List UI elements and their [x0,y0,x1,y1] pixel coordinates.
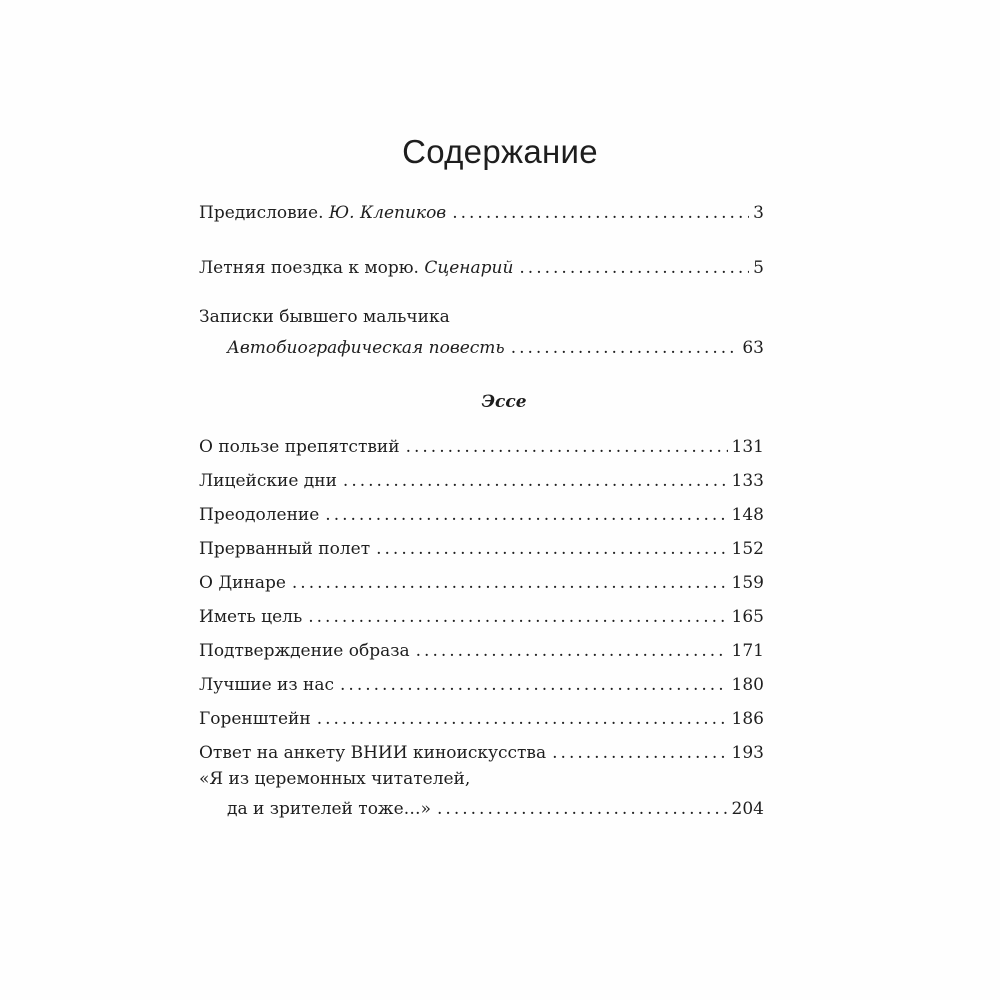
toc-entry-page: 5 [753,258,764,278]
toc-entry-label: Ответ на анкету ВНИИ киноискусства [199,743,547,763]
toc-entry-page: 3 [753,203,764,223]
toc-entry-last-line1: «Я из церемонных читателей, [199,769,471,789]
toc-entry [199,498,764,532]
toc-entry-label-italic: Сценарий [424,258,514,278]
toc-entry-label: Иметь цель [199,607,303,627]
dot-leader [511,332,739,364]
toc-entry-label-text: Летняя поездка к морю. [199,258,425,278]
dot-leader [452,196,749,230]
section-heading: Эссе [481,392,527,412]
toc-entry-label: О Динаре [199,573,286,593]
toc-entry-page: 63 [742,338,764,358]
toc-entry [199,464,764,498]
toc-entry-label-italic: Ю. Клепиков [328,203,447,223]
toc-entry-label: Преодоление [199,505,320,525]
dot-leader [437,794,728,824]
page-title: Содержание [402,133,598,170]
toc-last [199,764,764,824]
toc-entry-label [199,196,446,230]
toc-entry-label [199,251,513,285]
dot-leader [376,532,727,566]
toc-entry [199,430,764,464]
toc-entry [199,566,764,600]
dot-leader [519,251,749,285]
toc-entry-label: О пользе препятствий [199,437,400,457]
dot-leader [325,498,727,532]
dot-leader [406,430,728,464]
toc-entry-label: Подтверждение образа [199,641,410,661]
toc-essays [199,430,764,770]
toc-entry-page: 186 [731,709,764,729]
toc-entry-page: 148 [731,505,764,525]
toc-entry-preface [199,196,764,230]
toc-entry-label: Лучшие из нас [199,675,335,695]
toc-entry-page: 171 [731,641,764,661]
toc-entry [199,668,764,702]
toc-entry-label: Горенштейн [199,709,311,729]
toc-entry-page: 159 [731,573,764,593]
toc-entry-page: 204 [731,799,764,819]
toc-entry [199,634,764,668]
toc-memoir [199,302,764,364]
dot-leader [340,668,728,702]
toc-entry-screenplay [199,251,764,285]
toc-entry [199,532,764,566]
toc-front [199,196,764,230]
toc-entry-page: 133 [731,471,764,491]
dot-leader [416,634,728,668]
toc-entry-page: 180 [731,675,764,695]
dot-leader [292,566,728,600]
toc-entry-memoir [199,332,764,364]
toc-entry [199,702,764,736]
toc-entry-memoir-title: Записки бывшего мальчика [199,307,450,327]
dot-leader [343,464,728,498]
toc-entry-page: 165 [731,607,764,627]
dot-leader [317,702,728,736]
toc-entry-page: 131 [731,437,764,457]
toc-entry-label: Прерванный полет [199,539,371,559]
toc-entry-label-text: Предисловие. [199,203,329,223]
toc-entry-label: да и зрителей тоже…» [227,799,432,819]
dot-leader [308,600,727,634]
toc-entry-label: Автобиографическая повесть [227,338,505,358]
toc-entry [199,600,764,634]
toc-front-2 [199,251,764,285]
toc-entry-page: 152 [731,539,764,559]
toc-entry-last [199,794,764,824]
toc-entry-page: 193 [731,743,764,763]
toc-entry-label: Лицейские дни [199,471,337,491]
